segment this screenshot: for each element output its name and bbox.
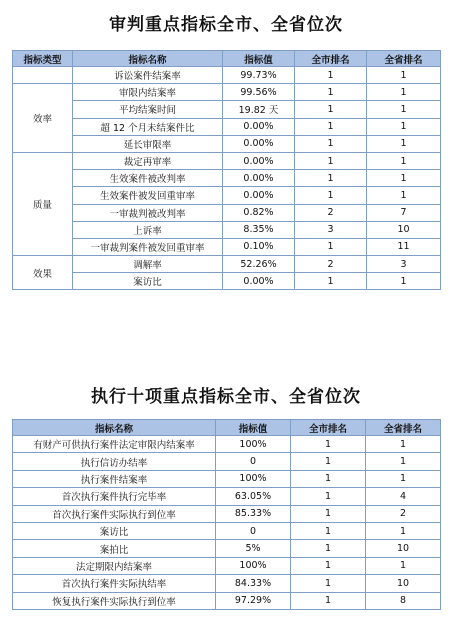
value-cell: 99.56%	[223, 84, 295, 101]
province-rank-cell: 2	[366, 505, 441, 522]
name-cell: 首次执行案件执行完毕率	[13, 488, 216, 505]
city-rank-cell: 1	[291, 453, 366, 470]
province-rank-cell: 8	[366, 592, 441, 609]
value-cell: 99.73%	[223, 67, 295, 84]
name-cell: 审限内结案率	[73, 84, 223, 101]
value-cell: 0.10%	[223, 238, 295, 255]
table-row	[13, 522, 441, 539]
name-cell: 恢复执行案件实际执行到位率	[13, 592, 216, 609]
table-row	[13, 575, 441, 592]
city-rank-cell: 1	[291, 436, 366, 453]
table-row	[13, 67, 441, 84]
province-rank-cell: 1	[367, 135, 441, 152]
province-rank-cell: 1	[367, 187, 441, 204]
city-rank-cell: 1	[291, 522, 366, 539]
value-cell: 0.00%	[223, 135, 295, 152]
name-cell: 案访比	[13, 522, 216, 539]
trial-indicators-table	[12, 50, 441, 290]
city-rank-cell: 1	[295, 84, 367, 101]
province-rank-cell: 1	[366, 453, 441, 470]
city-rank-cell: 2	[295, 256, 367, 273]
value-cell: 0.00%	[223, 152, 295, 169]
table-row	[13, 204, 441, 221]
city-rank-cell: 1	[295, 67, 367, 84]
city-rank-cell: 3	[295, 221, 367, 238]
table-row	[13, 187, 441, 204]
value-cell: 63.05%	[216, 488, 291, 505]
name-cell: 调解率	[73, 256, 223, 273]
category-cell	[13, 67, 73, 84]
province-rank-cell: 1	[367, 84, 441, 101]
name-cell: 超 12 个月未结案件比	[73, 118, 223, 135]
value-cell: 100%	[216, 470, 291, 487]
province-rank-cell: 1	[367, 152, 441, 169]
table-row	[13, 238, 441, 255]
value-cell: 19.82 天	[223, 101, 295, 118]
name-cell: 执行案件结案率	[13, 470, 216, 487]
name-cell: 一审裁判案件被发回重审率	[73, 238, 223, 255]
city-rank-cell: 1	[295, 273, 367, 290]
province-rank-cell: 11	[367, 238, 441, 255]
city-rank-cell: 1	[295, 101, 367, 118]
table-row	[13, 118, 441, 135]
table-row	[13, 256, 441, 273]
header-indicator-name: 指标名称	[73, 51, 223, 67]
name-cell: 案访比	[73, 273, 223, 290]
value-cell: 0	[216, 453, 291, 470]
province-rank-cell: 1	[366, 436, 441, 453]
header-indicator-name: 指标名称	[13, 420, 216, 436]
province-rank-cell: 1	[367, 170, 441, 187]
name-cell: 生效案件被发回重审率	[73, 187, 223, 204]
name-cell: 有财产可供执行案件法定审限内结案率	[13, 436, 216, 453]
city-rank-cell: 1	[295, 187, 367, 204]
header-city-rank: 全市排名	[291, 420, 366, 436]
value-cell: 100%	[216, 436, 291, 453]
category-cell: 质量	[13, 152, 73, 255]
execution-indicators-title: 执行十项重点指标全市、全省位次	[91, 387, 361, 407]
value-cell: 0.00%	[223, 170, 295, 187]
city-rank-cell: 1	[295, 152, 367, 169]
category-cell: 效率	[13, 84, 73, 153]
table-row	[13, 170, 441, 187]
table-row	[13, 273, 441, 290]
name-cell: 裁定再审率	[73, 152, 223, 169]
name-cell: 上诉率	[73, 221, 223, 238]
province-rank-cell: 1	[367, 67, 441, 84]
table-row	[13, 152, 441, 169]
city-rank-cell: 2	[295, 204, 367, 221]
city-rank-cell: 1	[291, 540, 366, 557]
value-cell: 0.82%	[223, 204, 295, 221]
table-row	[13, 436, 441, 453]
header-city-rank: 全市排名	[295, 51, 367, 67]
name-cell: 延长审限率	[73, 135, 223, 152]
name-cell: 一审裁判被改判率	[73, 204, 223, 221]
header-province-rank: 全省排名	[366, 420, 441, 436]
table-header-row	[13, 51, 441, 67]
city-rank-cell: 1	[295, 170, 367, 187]
table-row	[13, 557, 441, 574]
name-cell: 平均结案时间	[73, 101, 223, 118]
province-rank-cell: 10	[366, 540, 441, 557]
city-rank-cell: 1	[291, 575, 366, 592]
table-row	[13, 540, 441, 557]
value-cell: 8.35%	[223, 221, 295, 238]
table-header-row	[13, 420, 441, 436]
province-rank-cell: 1	[366, 522, 441, 539]
value-cell: 5%	[216, 540, 291, 557]
province-rank-cell: 1	[366, 557, 441, 574]
value-cell: 0.00%	[223, 273, 295, 290]
table-row	[13, 505, 441, 522]
header-indicator-type: 指标类型	[13, 51, 73, 67]
province-rank-cell: 3	[367, 256, 441, 273]
value-cell: 0.00%	[223, 187, 295, 204]
value-cell: 0.00%	[223, 118, 295, 135]
execution-indicators-table	[12, 419, 441, 610]
province-rank-cell: 7	[367, 204, 441, 221]
category-cell: 效果	[13, 256, 73, 290]
name-cell: 法定期限内结案率	[13, 557, 216, 574]
header-indicator-value: 指标值	[216, 420, 291, 436]
value-cell: 52.26%	[223, 256, 295, 273]
table-row	[13, 592, 441, 609]
value-cell: 85.33%	[216, 505, 291, 522]
header-province-rank: 全省排名	[367, 51, 441, 67]
value-cell: 0	[216, 522, 291, 539]
name-cell: 首次执行案件实际执结率	[13, 575, 216, 592]
province-rank-cell: 1	[366, 470, 441, 487]
province-rank-cell: 10	[366, 575, 441, 592]
name-cell: 执行信访办结率	[13, 453, 216, 470]
table-row	[13, 101, 441, 118]
table-row	[13, 84, 441, 101]
city-rank-cell: 1	[291, 488, 366, 505]
city-rank-cell: 1	[295, 118, 367, 135]
province-rank-cell: 1	[367, 273, 441, 290]
province-rank-cell: 1	[367, 101, 441, 118]
table-row	[13, 135, 441, 152]
name-cell: 案拍比	[13, 540, 216, 557]
value-cell: 97.29%	[216, 592, 291, 609]
value-cell: 100%	[216, 557, 291, 574]
city-rank-cell: 1	[295, 238, 367, 255]
province-rank-cell: 4	[366, 488, 441, 505]
province-rank-cell: 1	[367, 118, 441, 135]
province-rank-cell: 10	[367, 221, 441, 238]
city-rank-cell: 1	[291, 505, 366, 522]
name-cell: 生效案件被改判率	[73, 170, 223, 187]
name-cell: 首次执行案件实际执行到位率	[13, 505, 216, 522]
name-cell: 诉讼案件结案率	[73, 67, 223, 84]
trial-indicators-title: 审判重点指标全市、全省位次	[109, 15, 343, 35]
city-rank-cell: 1	[291, 592, 366, 609]
table-row	[13, 221, 441, 238]
header-indicator-value: 指标值	[223, 51, 295, 67]
city-rank-cell: 1	[291, 470, 366, 487]
table-row	[13, 453, 441, 470]
table-row	[13, 488, 441, 505]
city-rank-cell: 1	[291, 557, 366, 574]
value-cell: 84.33%	[216, 575, 291, 592]
table-row	[13, 470, 441, 487]
city-rank-cell: 1	[295, 135, 367, 152]
